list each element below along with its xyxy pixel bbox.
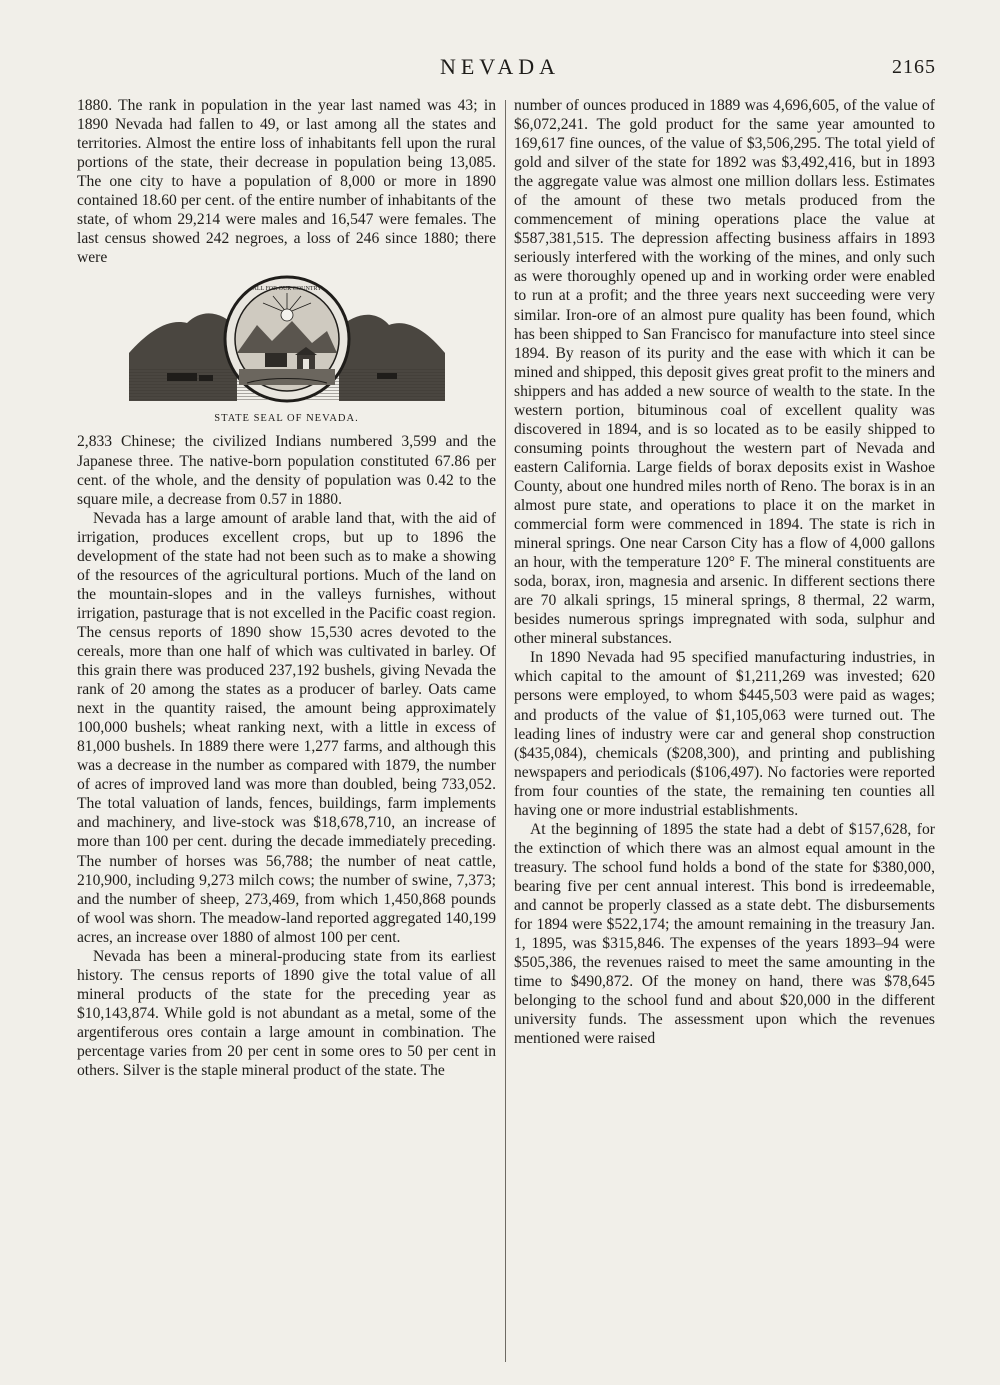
page-number: 2165 <box>892 56 936 78</box>
seal-motto: ALL FOR OUR COUNTRY <box>252 286 321 293</box>
column-divider <box>505 100 506 1362</box>
figure-caption: STATE SEAL OF NEVADA. <box>214 413 359 425</box>
paragraph: number of ounces produced in 1889 was 4,696,605, of the value of $6,072,241. The gold product for the same year amounted to 169,617 fine ounces, of the value of $3,506,295. The total yield of gold and silver of the state for 1892 was $3,492,416, but in 1893 the aggregate value was almost one million dollars less. Estimates of the amount of these two metals produced from the commencement of mining operations place the value at $587,381,515. The depression affecting business affairs in 1893 seriously interfered with the working of the mines, and only such as were thoroughly opened up and in working order were enabled to run at a profit; and the three years next succeeding were very similar. Iron-ore of an almost pure quality has been found, which has been shipped to San Francisco for manufacture into steel since 1894. By reason of its purity and the ease with which it can be mined and shipped, this deposit gives great profit to the miners and shippers and has added a new source of wealth to the state. In the western portion, bituminous coal of excellent quality was discovered in 1894, and is so located as to be easily shipped to consuming points throughout the western part of Nevada and eastern California. Large fields of borax deposits exist in Washoe County, about one hundred miles north of Reno. The borax is in an almost pure state, and operations to place it on the market in commercial form were commenced in 1894. The state is rich in mineral springs. One near Carson City has a flow of 4,000 gallons an hour, with the temperature 120° F. The mineral constituents are soda, borax, iron, magnesia and arsenic. In different sections there are 70 alkali springs, 15 mineral springs, 8 thermal, 22 warm, besides numerous springs impregnated with soda, sulphur and other mineral substances. <box>514 97 935 648</box>
state-seal-illustration <box>127 273 447 403</box>
state-seal-figure <box>77 273 496 428</box>
paragraph: Nevada has been a mineral-producing state from its earliest history. The census reports of 1890 give the total value of all mineral products of the state for the preceding year as $10,143,874. While gold is not abundant as a metal, some of the argentiferous ores contain a large amount in combination. The percentage varies from 20 per cent in some ores to 50 per cent in others. Silver is the staple mineral product of the state. The <box>77 947 496 1080</box>
paragraph: Nevada has a large amount of arable land that, with the aid of irrigation, produces excellent crops, but up to 1896 the development of the state had not been such as to make a showing of the resources of the agricultural portions. Much of the land on the mountain-slopes and in the valleys furnishes, without irrigation, pasturage that is not excelled in the Pacific coast region. The census reports of 1890 show 15,530 acres devoted to the cereals, more than one half of which was cultivated in barley. Of this grain there was produced 237,192 bushels, giving Nevada the rank of 20 among the states as a producer of barley. Oats came next in the quantity raised, the amount being approximately 100,000 bushels; wheat ranking next, with a little in excess of 81,000 bushels. In 1889 there were 1,277 farms, and although this was a decrease in the number as compared with 1879, the number of acres of improved land was more than doubled, being 733,052. The total valuation of lands, fences, buildings, farm implements and machinery, and live-stock was $18,678,710, an increase of more than 100 per cent. during the decade immediately preceding. The number of horses was 56,788; the number of neat cattle, 210,900, including 9,273 milch cows; the number of swine, 7,373; and the number of sheep, 273,469, from which 1,450,868 pounds of wool was shorn. The meadow-land reported aggregated 140,199 acres, an increase over 1880 of almost 100 per cent. <box>77 509 496 946</box>
paragraph: In 1890 Nevada had 95 specified manufacturing industries, in which capital to the amount of $1,211,269 was invested; 620 persons were employed, to whom $445,503 were paid as wages; and products of the value of $1,105,063 were turned out. The leading lines of industry were car and general shop construction ($435,084), chemicals ($208,300), and printing and publishing newspapers and periodicals ($106,497). No factories were reported from four counties of the state, the remaining ten counties all having one or more industrial establishments. <box>514 649 935 819</box>
right-column <box>514 96 935 1048</box>
running-title: NEVADA <box>439 54 561 79</box>
paragraph: 2,833 Chinese; the civilized Indians numbered 3,599 and the Japanese three. The native-born population constituted 67.86 per cent. of the whole, and the density of population was 0.42 to the square mile, a decrease from 0.57 in 1880. <box>77 433 496 508</box>
left-column <box>77 96 496 1080</box>
paragraph: At the beginning of 1895 the state had a debt of $157,628, for the extinction of which there was an almost equal amount in the treasury. The school fund holds a bond of the state for $380,000, bearing five per cent annual interest. This bond is irredeemable, and cannot be properly classed as a state debt. The disbursements for 1894 were $522,174; the amount remaining in the treasury Jan. 1, 1895, was $315,846. The expenses of the years 1893–94 were $505,386, the revenues raised to meet the same amounting in the time to $490,872. Of the money on hand, there was $78,645 belonging to the school fund and about $20,000 in the different university funds. The assessment upon which the revenues mentioned were raised <box>514 820 935 1048</box>
paragraph: 1880. The rank in population in the year last named was 43; in 1890 Nevada had fallen to 49, or last among all the states and territories. Almost the entire loss of inhabitants fell upon the rural portions of the state, their decrease in population being 13,085. The one city to have a population of 8,000 or more in 1890 contained 18.60 per cent. of the entire number of inhabitants of the state, of whom 29,214 were males and 16,547 were females. The last census showed 242 negroes, a loss of 246 since 1880; there were <box>77 97 496 267</box>
